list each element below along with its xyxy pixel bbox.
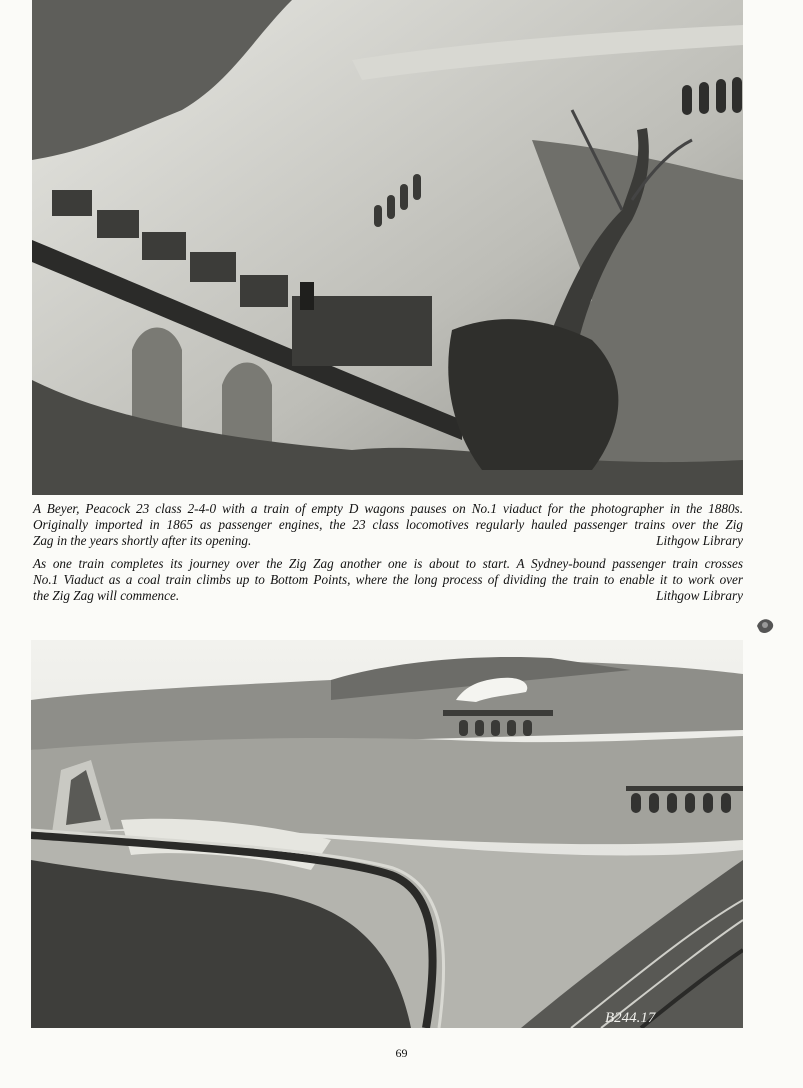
caption-top-line-2: Originally imported in 1865 as passenger engines, the 23 class locomotives regularly hauled passenger trains over the Zig [33, 516, 743, 532]
caption-top-photo [33, 501, 743, 548]
caption-top-line-1: A Beyer, Peacock 23 class 2-4-0 with a train of empty D wagons pauses on No.1 viaduct for the photographer in the 1880s. [33, 501, 743, 516]
caption-bottom-photo [33, 556, 743, 603]
photo-zig-zag-gorge [31, 640, 743, 1028]
page-number: 69 [395, 1046, 408, 1060]
caption-top-last-row [33, 533, 743, 549]
caption-bottom-credit: Lithgow Library [656, 587, 743, 603]
photo-inscription: B244.17 [605, 1010, 656, 1026]
caption-bottom-line-3: the Zig Zag will commence. [33, 587, 180, 603]
caption-top-line-3: Zag in the years shortly after its opening. [33, 532, 252, 548]
margin-ink-mark [753, 614, 777, 638]
photo-train-on-viaduct [32, 0, 743, 495]
caption-top-credit: Lithgow Library [656, 532, 743, 548]
caption-bottom-line-2: No.1 Viaduct as a coal train climbs up to Bottom Points, where the long process of dividing the train to enable it to work over [33, 571, 743, 587]
caption-bottom-line-1: As one train completes its journey over the Zig Zag another one is about to start. A Sydney-bound passenger train crosses [33, 556, 743, 571]
caption-bottom-last-row [33, 588, 743, 604]
